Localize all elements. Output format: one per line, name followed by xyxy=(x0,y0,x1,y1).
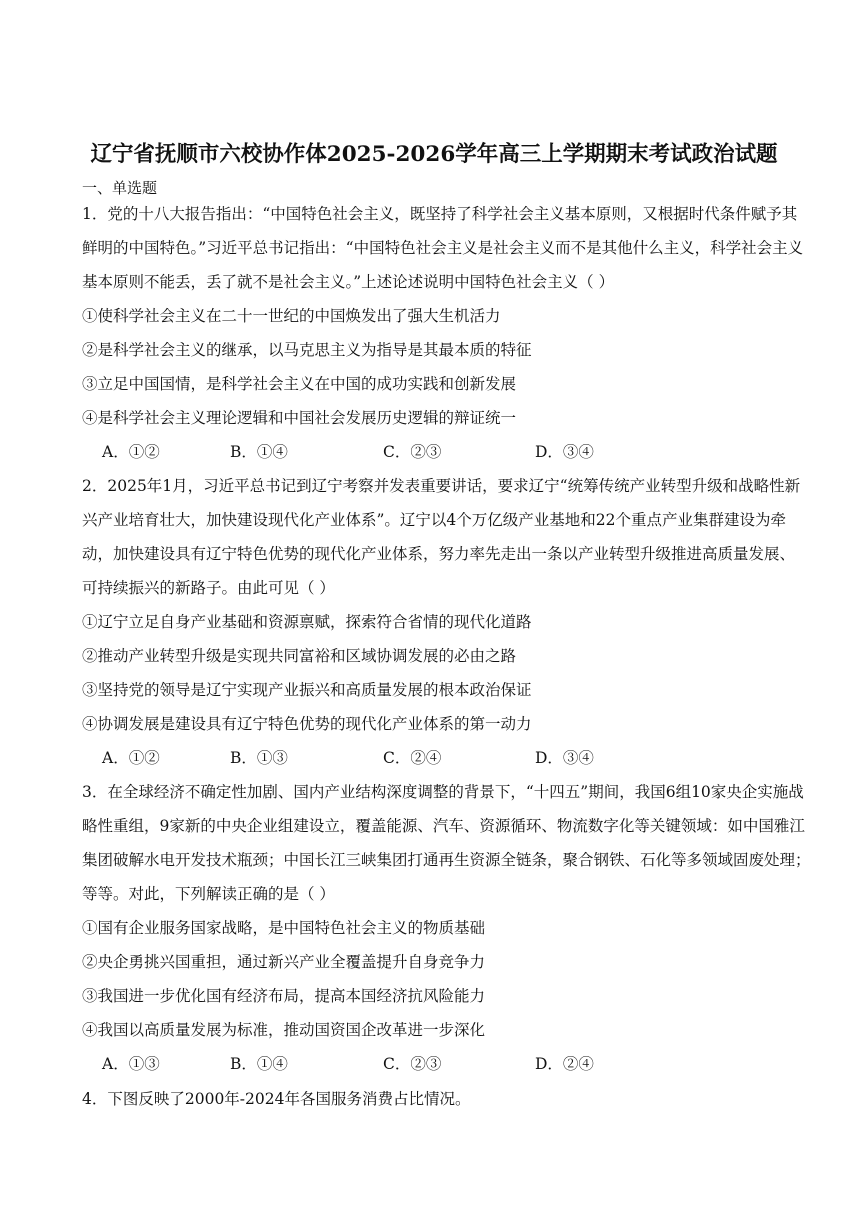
q3-option-d[interactable]: D．②④ xyxy=(535,1055,594,1073)
q1-option-b[interactable]: B．①④ xyxy=(230,443,288,461)
q1-item-1: ①使科学社会主义在二十一世纪的中国焕发出了强大生机活力 xyxy=(82,307,501,325)
q1-stem-line: 基本原则不能丢，丢了就不是社会主义。”上述论述说明中国特色社会主义（ ） xyxy=(82,273,615,291)
q2-item-3: ③坚持党的领导是辽宁实现产业振兴和高质量发展的根本政治保证 xyxy=(82,681,532,699)
q1-item-2: ②是科学社会主义的继承，以马克思主义为指导是其最本质的特征 xyxy=(82,341,532,359)
q3-option-b[interactable]: B．①④ xyxy=(230,1055,288,1073)
q2-stem-line: 可持续振兴的新路子。由此可见（ ） xyxy=(82,579,335,597)
q4-stem-line: 4．下图反映了2000年-2024年各国服务消费占比情况。 xyxy=(82,1090,471,1108)
section-heading: 一、单选题 xyxy=(82,179,158,197)
q2-stem-line: 动，加快建设具有辽宁特色优势的现代化产业体系，努力率先走出一条以产业转型升级推进高质量发展、 xyxy=(82,545,796,563)
q1-option-a[interactable]: A．①② xyxy=(102,443,160,461)
q3-stem-line: 3．在全球经济不确定性加剧、国内产业结构深度调整的背景下，“十四五”期间，我国6组10家央企实施战 xyxy=(82,783,804,801)
q2-option-a[interactable]: A．①② xyxy=(102,749,160,767)
q3-item-2: ②央企勇挑兴国重担，通过新兴产业全覆盖提升自身竞争力 xyxy=(82,953,486,971)
q1-option-d[interactable]: D．③④ xyxy=(535,443,594,461)
q3-stem-line: 等等。对此，下列解读正确的是（ ） xyxy=(82,885,335,903)
q1-item-3: ③立足中国国情，是科学社会主义在中国的成功实践和创新发展 xyxy=(82,375,517,393)
q1-stem-line: 1．党的十八大报告指出：“中国特色社会主义，既坚持了科学社会主义基本原则，又根据时代条件赋予其 xyxy=(82,205,798,223)
q2-item-4: ④协调发展是建设具有辽宁特色优势的现代化产业体系的第一动力 xyxy=(82,715,532,733)
q3-item-4: ④我国以高质量发展为标准，推动国资国企改革进一步深化 xyxy=(82,1021,486,1039)
q1-option-c[interactable]: C．②③ xyxy=(383,443,442,461)
q2-option-c[interactable]: C．②④ xyxy=(383,749,442,767)
q3-option-c[interactable]: C．②③ xyxy=(383,1055,442,1073)
page-title: 辽宁省抚顺市六校协作体2025-2026学年高三上学期期末考试政治试题 xyxy=(90,142,778,167)
q3-item-3: ③我国进一步优化国有经济布局，提高本国经济抗风险能力 xyxy=(82,987,486,1005)
q2-option-d[interactable]: D．③④ xyxy=(535,749,594,767)
q3-stem-line: 集团破解水电开发技术瓶颈；中国长江三峡集团打通再生资源全链条，聚合钢铁、石化等多领域固废处理； xyxy=(82,851,811,869)
q2-stem-line: 兴产业培育壮大，加快建设现代化产业体系”。辽宁以4个万亿级产业基地和22个重点产业集群建设为牵 xyxy=(82,511,787,529)
q3-stem-line: 略性重组，9家新的中央企业组建设立，覆盖能源、汽车、资源循环、物流数字化等关键领域：如中国雅江 xyxy=(82,817,805,835)
q1-item-4: ④是科学社会主义理论逻辑和中国社会发展历史逻辑的辩证统一 xyxy=(82,409,517,427)
q2-stem-line: 2．2025年1月，习近平总书记到辽宁考察并发表重要讲话，要求辽宁“统筹传统产业转型升级和战略性新 xyxy=(82,477,801,495)
q1-stem-line: 鲜明的中国特色。”习近平总书记指出：“中国特色社会主义是社会主义而不是其他什么主义，科学社会主义 xyxy=(82,239,804,257)
q3-option-a[interactable]: A．①③ xyxy=(102,1055,160,1073)
q2-item-2: ②推动产业转型升级是实现共同富裕和区域协调发展的必由之路 xyxy=(82,647,517,665)
q3-item-1: ①国有企业服务国家战略，是中国特色社会主义的物质基础 xyxy=(82,919,486,937)
q2-option-b[interactable]: B．①③ xyxy=(230,749,288,767)
q2-item-1: ①辽宁立足自身产业基础和资源禀赋，探索符合省情的现代化道路 xyxy=(82,613,532,631)
